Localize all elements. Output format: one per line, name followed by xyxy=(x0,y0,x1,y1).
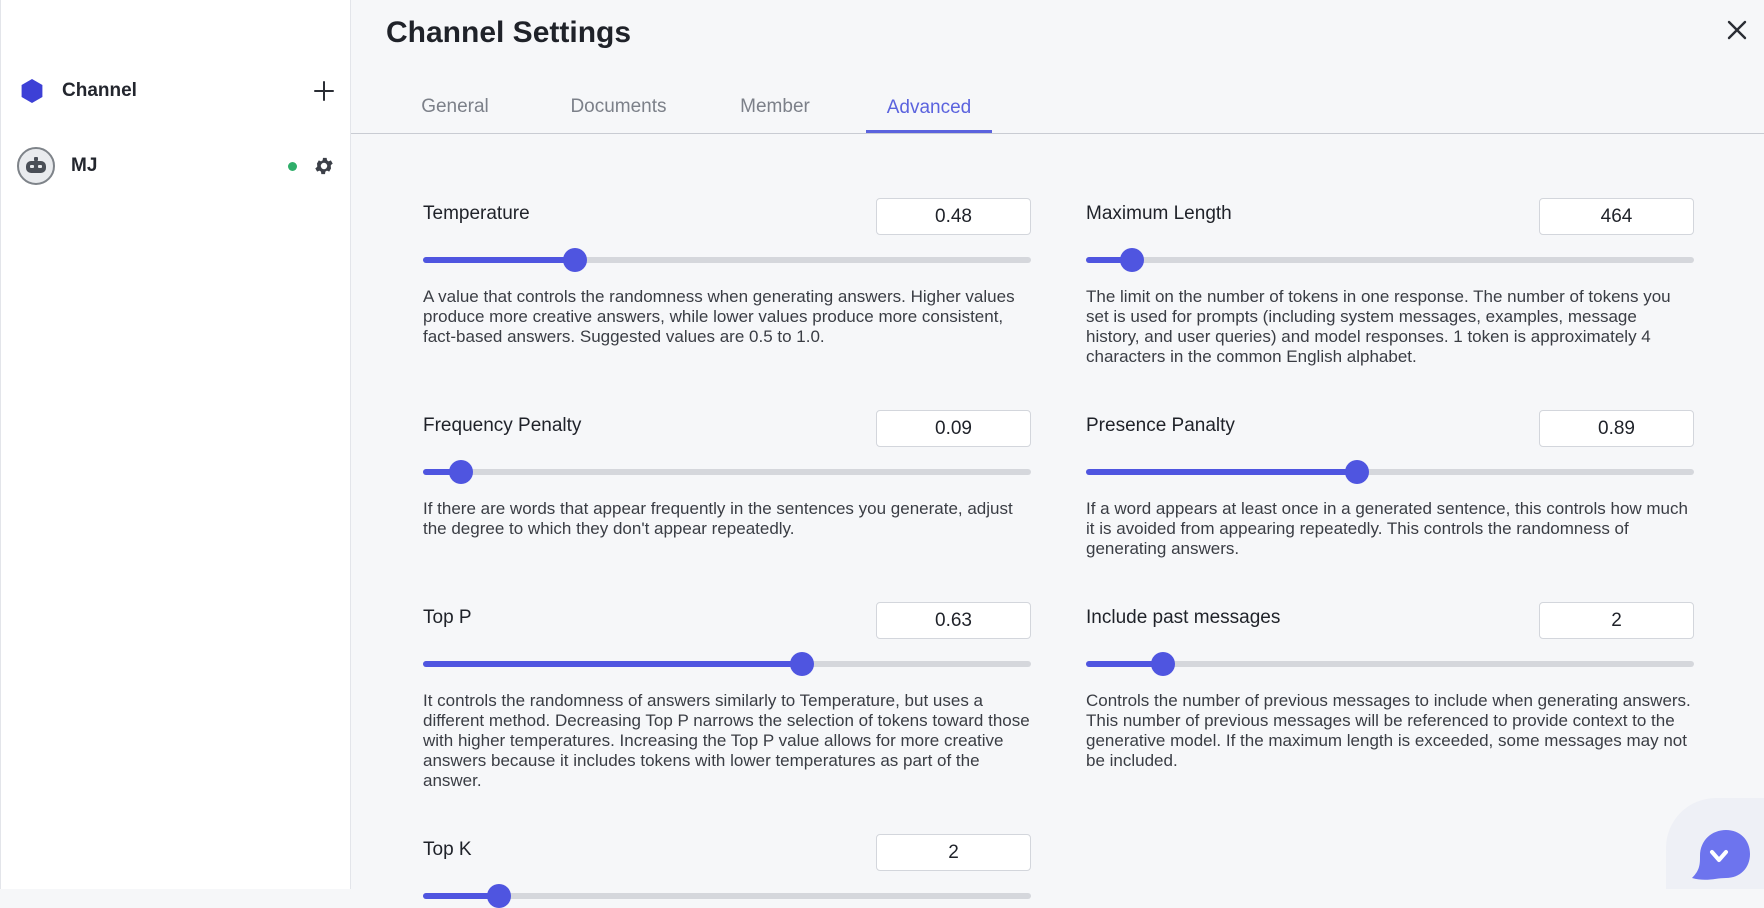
tab-bar xyxy=(351,82,1764,134)
slider-track xyxy=(1086,661,1694,667)
frequency-penalty-slider[interactable] xyxy=(423,460,1031,484)
channel-settings-panel xyxy=(351,0,1764,889)
robot-icon xyxy=(23,156,49,176)
top-k-input[interactable] xyxy=(876,834,1031,871)
presence-penalty-slider[interactable] xyxy=(1086,460,1694,484)
avatar xyxy=(17,147,55,185)
top-p-slider[interactable] xyxy=(423,652,1031,676)
presence-penalty-label: Presence Panalty xyxy=(1086,415,1235,436)
slider-fill xyxy=(423,661,802,667)
include-past-messages-description: Controls the number of previous messages to include when generating answers. This number of previous messages will be referenced to provide context to the generative model. If the maximum length is exceeded, some messages may not be included. xyxy=(1086,691,1691,770)
slider-thumb[interactable] xyxy=(1120,248,1144,272)
slider-thumb[interactable] xyxy=(790,652,814,676)
slider-fill xyxy=(423,257,575,263)
tab-member[interactable]: Member xyxy=(740,96,810,117)
slider-track xyxy=(1086,257,1694,263)
slider-track xyxy=(423,893,1031,899)
frequency-penalty-description: If there are words that appear frequently in the sentences you generate, adjust the degree to which they don't appear repeatedly. xyxy=(423,499,1013,538)
top-p-description: It controls the randomness of answers similarly to Temperature, but uses a different method. Decreasing Top P narrows the selection of tokens toward those with higher temperatures. Increasing the Top P value allows for more creative answers because it includes tokens with lower temperatures as part of the answer. xyxy=(423,691,1030,790)
slider-thumb[interactable] xyxy=(1345,460,1369,484)
hexagon-icon xyxy=(19,78,45,104)
close-icon[interactable] xyxy=(1723,16,1751,44)
frequency-penalty-input[interactable] xyxy=(876,410,1031,447)
include-past-messages-label: Include past messages xyxy=(1086,607,1281,628)
gear-icon[interactable] xyxy=(313,155,335,177)
sidebar-user-row[interactable] xyxy=(1,145,352,187)
include-past-messages-input[interactable] xyxy=(1539,602,1694,639)
frequency-penalty-label: Frequency Penalty xyxy=(423,415,582,436)
sidebar-channel-row[interactable] xyxy=(1,70,352,112)
online-status-dot xyxy=(288,162,297,171)
temperature-slider[interactable] xyxy=(423,248,1031,272)
top-k-label: Top K xyxy=(423,839,472,860)
presence-penalty-input[interactable] xyxy=(1539,410,1694,447)
channel-label: Channel xyxy=(62,80,137,101)
maximum-length-description: The limit on the number of tokens in one response. The number of tokens you set is used for prompts (including system messages, examples, message history, and user queries) and model responses. 1 token is approximately 4 characters in the common English alphabet. xyxy=(1086,287,1671,366)
top-p-label: Top P xyxy=(423,607,472,628)
tab-documents[interactable]: Documents xyxy=(570,96,667,117)
top-k-slider[interactable] xyxy=(423,884,1031,908)
temperature-description: A value that controls the randomness when generating answers. Higher values produce more creative answers, while lower values produce more consistent, fact-based answers. Suggested values are 0.5 to 1.0. xyxy=(423,287,1015,346)
slider-fill xyxy=(1086,469,1357,475)
temperature-input[interactable] xyxy=(876,198,1031,235)
slider-thumb[interactable] xyxy=(487,884,511,908)
plus-icon[interactable] xyxy=(312,79,336,103)
user-name: MJ xyxy=(71,155,98,176)
include-past-messages-slider[interactable] xyxy=(1086,652,1694,676)
chat-bot-icon xyxy=(1682,808,1762,888)
sidebar xyxy=(0,0,351,889)
slider-track xyxy=(423,469,1031,475)
slider-thumb[interactable] xyxy=(1151,652,1175,676)
top-p-input[interactable] xyxy=(876,602,1031,639)
presence-penalty-description: If a word appears at least once in a generated sentence, this controls how much it is avoided from appearing repeatedly. This controls the randomness of generating answers. xyxy=(1086,499,1688,558)
maximum-length-slider[interactable] xyxy=(1086,248,1694,272)
slider-thumb[interactable] xyxy=(563,248,587,272)
page-title: Channel Settings xyxy=(386,16,632,49)
help-chat-button[interactable] xyxy=(1666,798,1764,889)
maximum-length-input[interactable] xyxy=(1539,198,1694,235)
maximum-length-label: Maximum Length xyxy=(1086,203,1232,224)
tab-general[interactable]: General xyxy=(421,96,489,117)
tab-advanced[interactable]: Advanced xyxy=(866,82,992,133)
slider-thumb[interactable] xyxy=(449,460,473,484)
temperature-label: Temperature xyxy=(423,203,530,224)
